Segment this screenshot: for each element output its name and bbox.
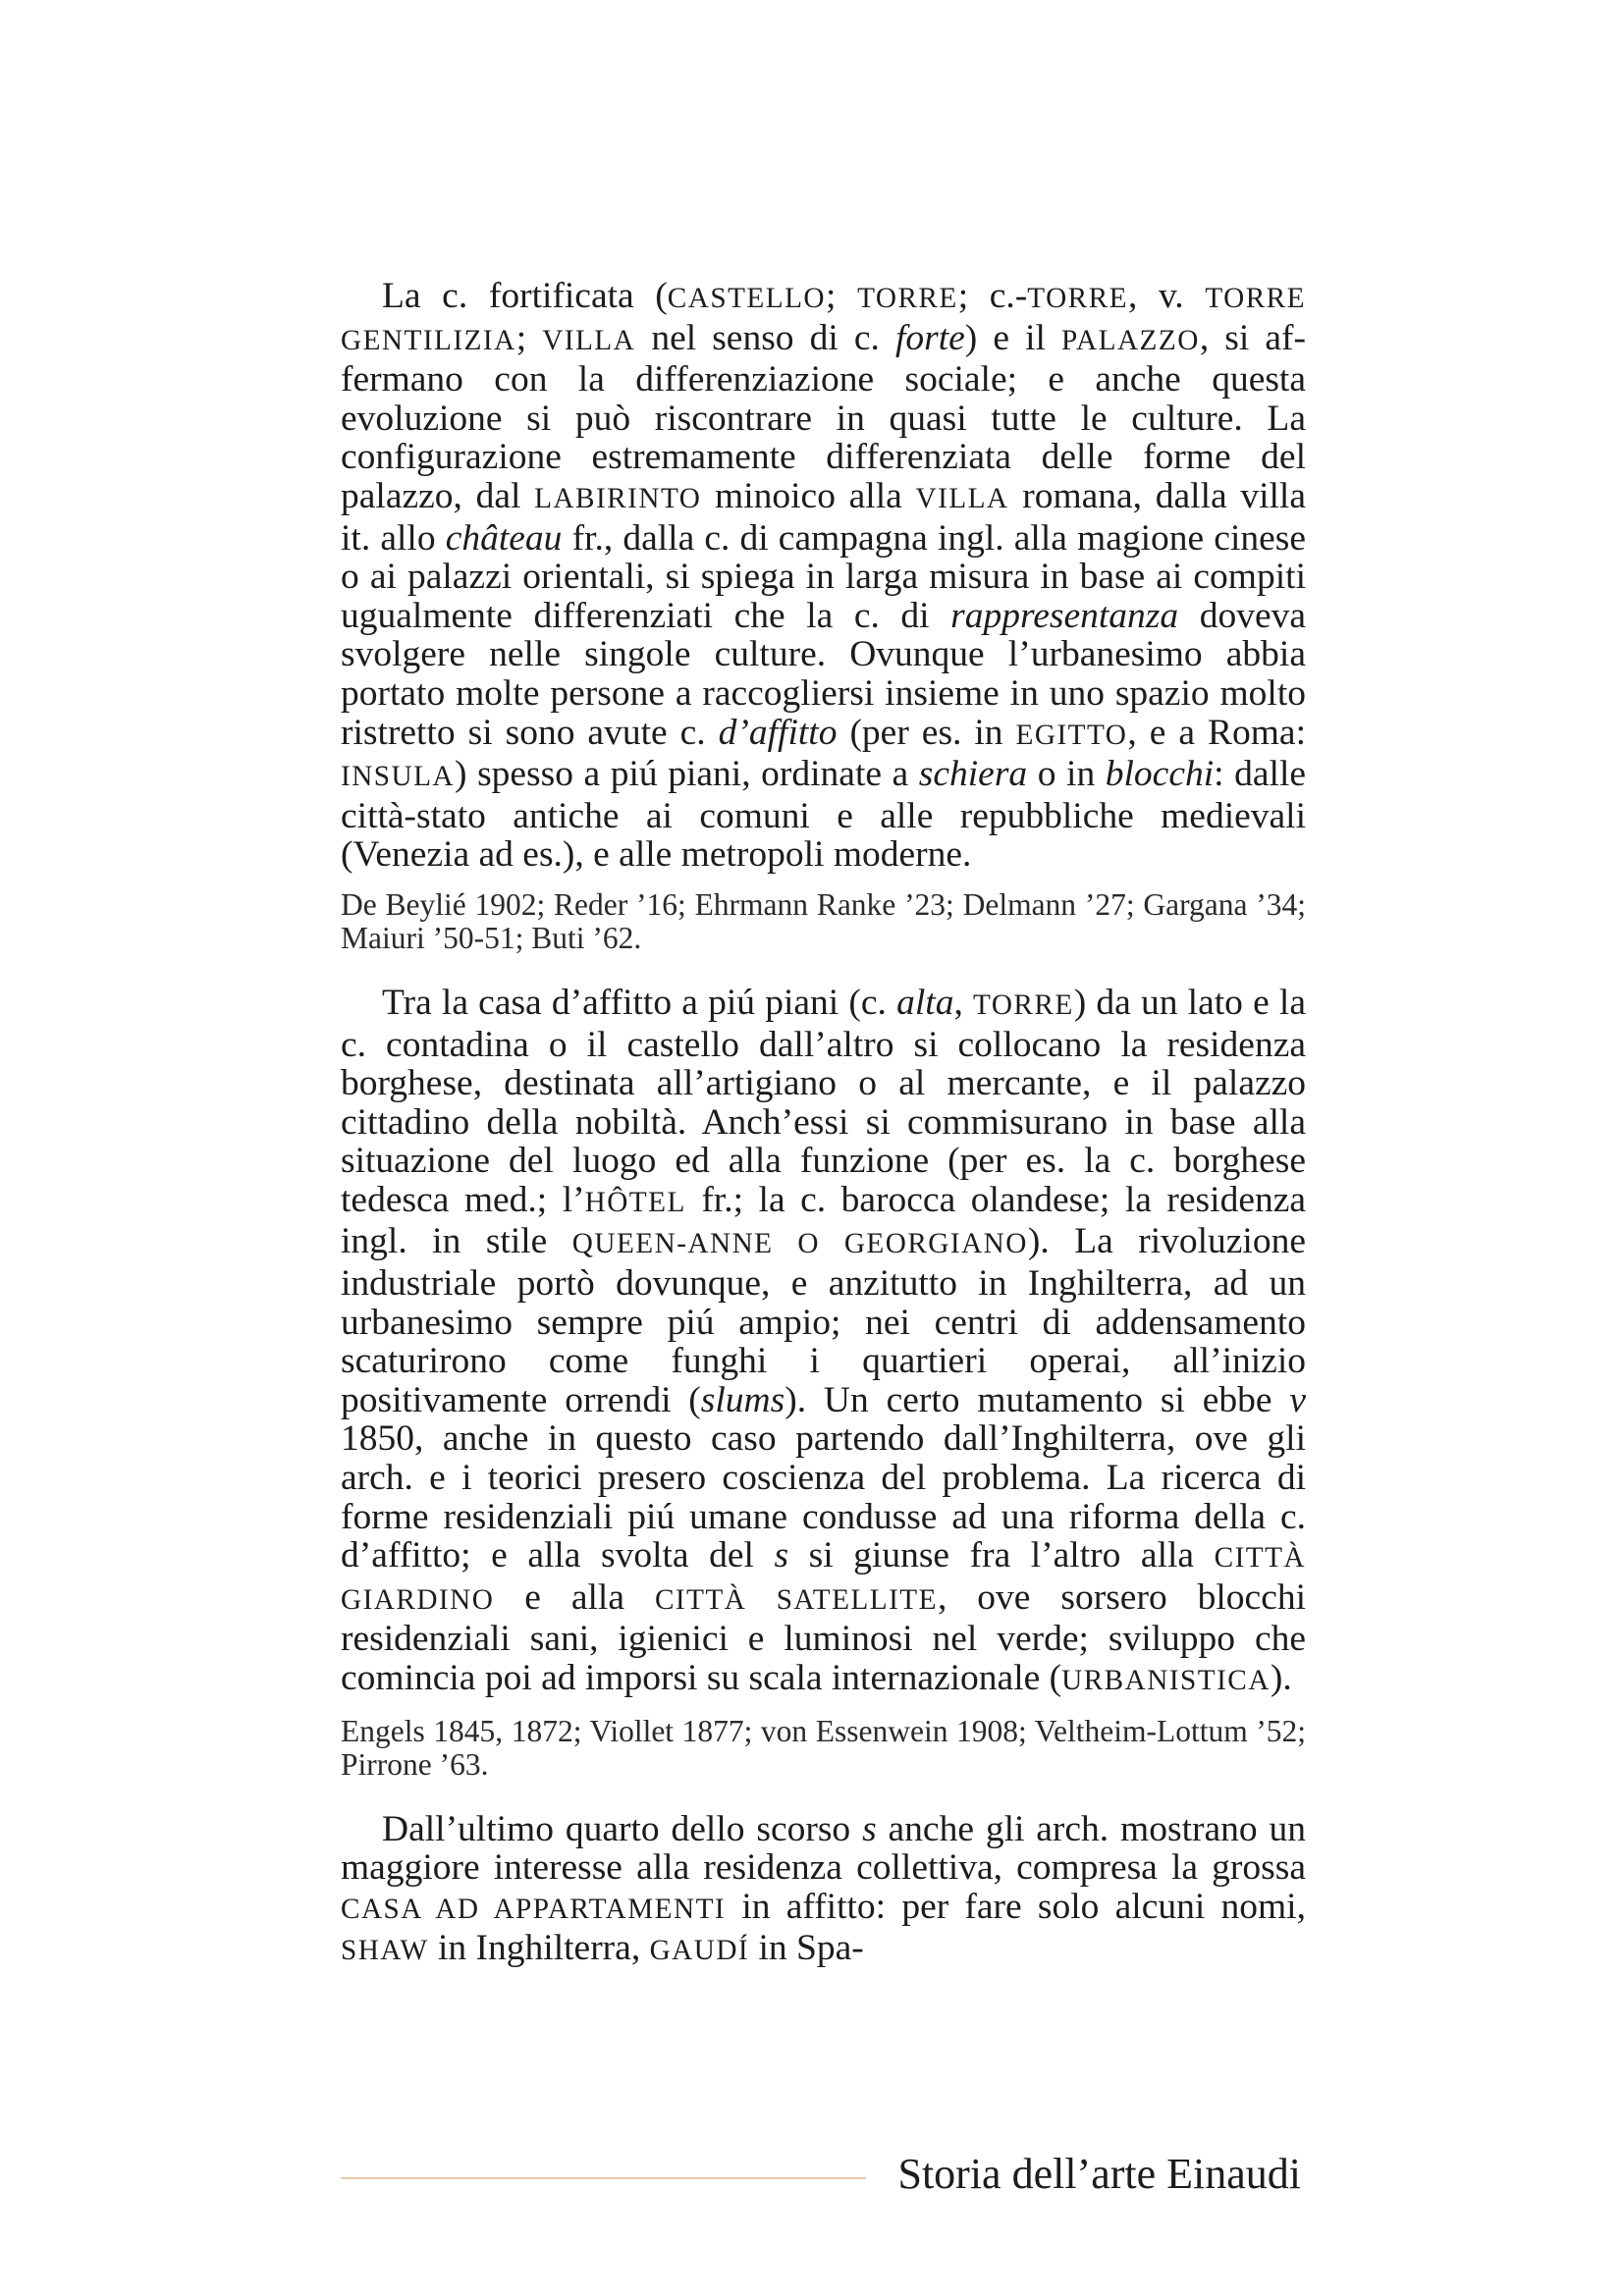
paragraph-3: Dall’ultimo quarto dello scorso s anche gli arch. mostrano un maggiore interesse alla residenza collettiva, compresa la grossa CASA AD APPARTAMENTI in affitto: per fare solo alcuni nomi, SHAW in Inghilterra, GAUDÍ in Spa-	[341, 1808, 1306, 1969]
cross-reference: VILLA	[542, 324, 636, 356]
footer-rule	[341, 2177, 866, 2179]
italic-term: alta	[896, 982, 954, 1023]
cross-reference: VILLA	[915, 482, 1009, 514]
text-column	[341, 277, 1306, 1971]
italic-term: v	[1289, 1379, 1306, 1420]
italic-term: château	[445, 517, 563, 559]
italic-term: s	[774, 1535, 789, 1576]
italic-term: s	[862, 1808, 877, 1849]
italic-term: d’affitto	[718, 712, 838, 753]
cross-reference: SHAW	[341, 1935, 429, 1967]
bibliography-2: Engels 1845, 1872; Viollet 1877; von Essenwein 1908; Veltheim-Lottum ’52; Pirrone ’63.	[341, 1713, 1306, 1783]
italic-term: blocchi	[1105, 754, 1215, 795]
cross-reference: TORRE	[1027, 283, 1128, 314]
cross-reference: GAUDÍ	[649, 1935, 750, 1967]
cross-reference: TORRE	[857, 283, 958, 314]
italic-term: forte	[894, 317, 965, 358]
cross-reference: TORRE GENTILIZIA	[341, 283, 1306, 356]
cross-reference: CASTELLO	[667, 283, 826, 314]
italic-term: rappresentanza	[950, 595, 1179, 636]
paragraph-2: Tra la casa d’affitto a piú piani (c. alta, TORRE) da un lato e la c. contadina o il castello dall’altro si collocano la residenza borghese, destinata all’artigiano o al mercante, e il palazzo cittadino della nobiltà. Anch’essi si commisurano in base alla situazione del luogo ed alla funzione (per es. la c. borghese tedesca med.; l’HÔTEL fr.; la c. barocca olandese; la residenza ingl. in stile QUEEN-ANNE O GEORGIANO). La rivoluzione industriale portò dovunque, e anzitutto in Inghilterra, ad un urbanesimo sempre piú ampio; nei centri di addensamento scaturirono come funghi i quartieri operai, all’inizio positivamente orrendi (slums). Un certo mutamento si ebbe v 1850, anche in questo caso partendo dall’Inghilterra, ove gli arch. e i teorici presero coscienza del problema. La ricerca di forme residenziali piú umane condusse ad una riforma della c. d’affitto; e alla svolta del s si giunse fra l’altro alla CITTÀ GIARDINO e alla CITTÀ SATELLITE, ove sorsero blocchi residenziali sani, igienici e luminosi nel verde; sviluppo che comincia poi ad imporsi su scala internazionale (URBANISTICA).	[341, 982, 1307, 1698]
italic-term: slums	[700, 1379, 785, 1420]
paragraph-1: La c. fortificata (CASTELLO; TORRE; c.-TORRE, v. TORRE GENTILIZIA; VILLA nel senso di c. forte) e il PALAZZO, si affermano con la differenziazione sociale; e anche questa evoluzione si può riscontrare in quasi tutte le culture. La configurazione estremamente differenziata delle forme del palazzo, dal LABIRINTO minoico alla VILLA romana, dalla villa it. allo château fr., dalla c. di campagna ingl. alla magione cinese o ai palazzi orientali, si spiega in larga misura in base ai compiti ugualmente differenziati che la c. di rappresentanza doveva svolgere nelle singole culture. Ovunque l’urbanesimo abbia portato molte persone a raccogliersi insieme in uno spazio molto ristretto si sono avute c. d’affitto (per es. in EGITTO, e a Roma: INSULA) spesso a piú piani, ordinate a schiera o in blocchi: dalle città-stato antiche ai comuni e alle repubbliche medievali (Venezia ad es.), e alle metropoli moderne.	[341, 276, 1307, 876]
cross-reference: TORRE	[973, 988, 1074, 1021]
cross-reference: INSULA	[341, 761, 456, 793]
cross-reference: EGITTO	[1015, 719, 1128, 751]
cross-reference: QUEEN-ANNE O GEORGIANO	[571, 1228, 1028, 1260]
cross-reference: HÔTEL	[584, 1186, 686, 1218]
footer-title: Storia dell’arte Einaudi	[897, 2150, 1301, 2198]
cross-reference: CITTÀ GIARDINO	[341, 1542, 1307, 1616]
bibliography-1: De Beylié 1902; Reder ’16; Ehrmann Ranke ’23; Delmann ’27; Gargana ’34; Maiuri ’50-51; Buti ’62.	[341, 886, 1306, 956]
cross-reference: CITTÀ SATELLITE	[654, 1583, 938, 1616]
cross-reference: CASA AD APPARTAMENTI	[341, 1893, 727, 1925]
cross-reference: PALAZZO	[1061, 324, 1200, 356]
cross-reference: URBANISTICA	[1061, 1665, 1271, 1696]
italic-term: schiera	[918, 754, 1028, 795]
cross-reference: LABIRINTO	[534, 482, 702, 514]
